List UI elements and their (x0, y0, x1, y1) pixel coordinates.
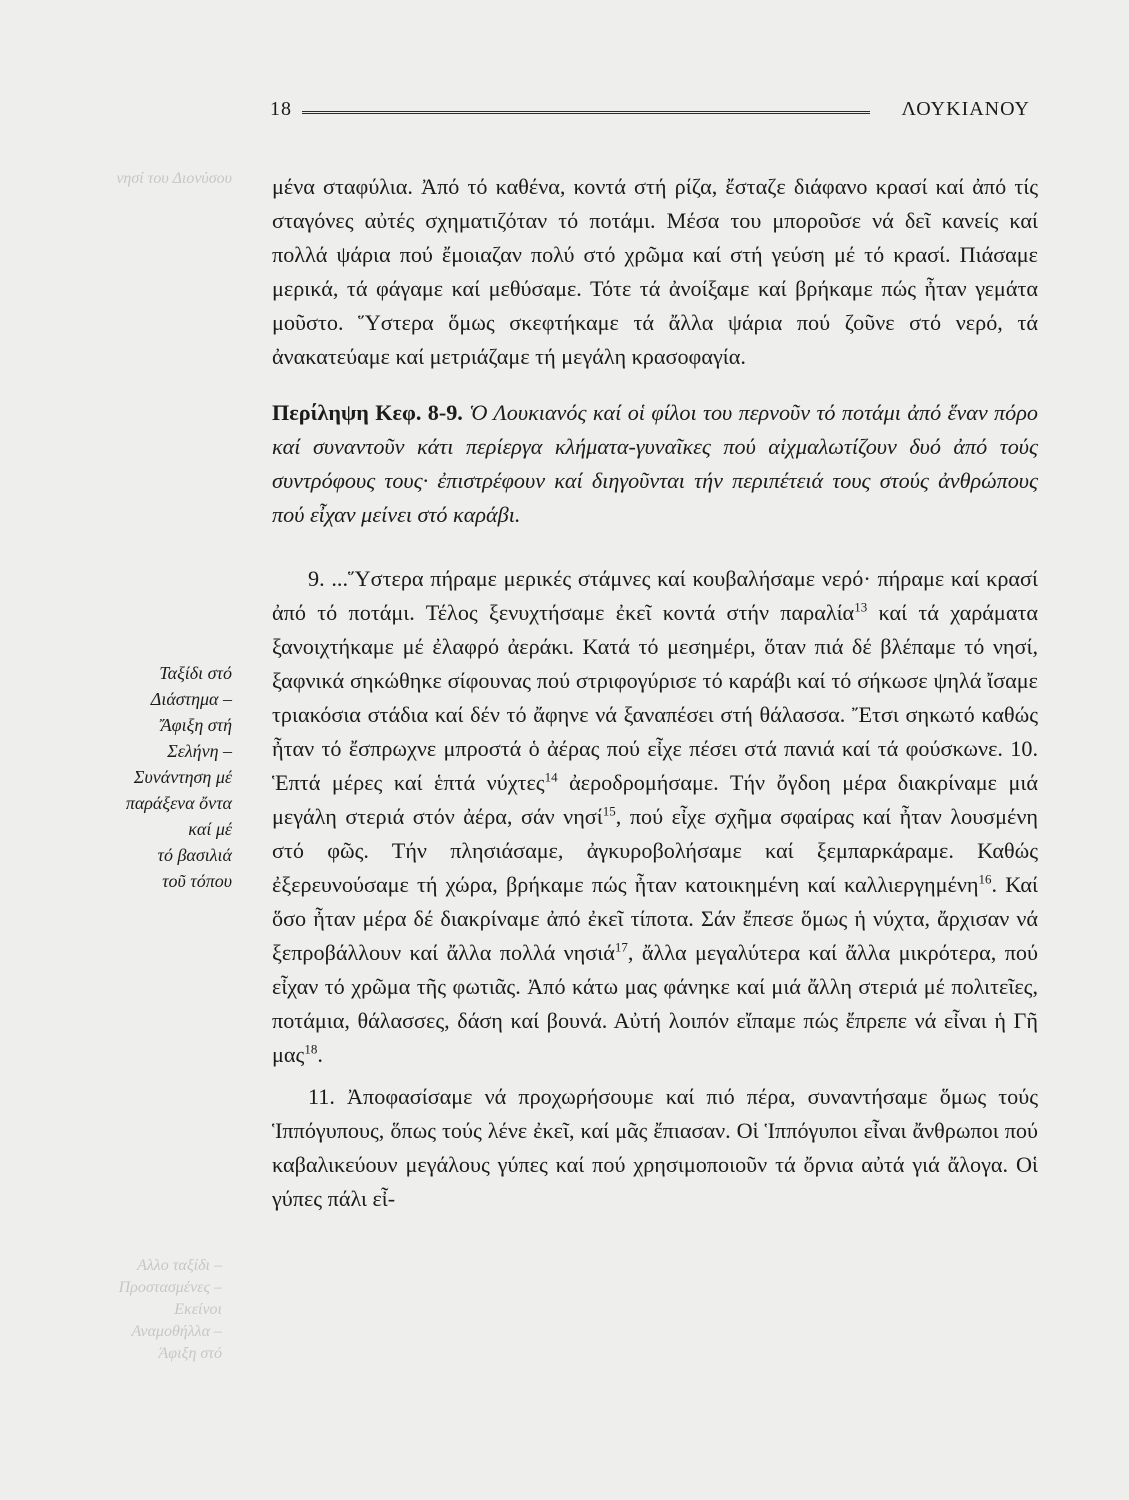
paragraph-9-text: . (317, 1042, 323, 1067)
margin-note-line: καί μέ (188, 819, 232, 839)
ghost-margin-note-top: νησί του Διονύσου (116, 170, 232, 187)
header-rule (302, 111, 870, 114)
footnote-16: 16 (978, 871, 992, 887)
paragraph-11: 11. Ἀποφασίσαμε νά προχωρήσουμε καί πιό πέρα, συναντήσαμε ὅμως τούς Ἱππόγυπους, ὅπως τούς λένε ἐκεῖ, καί μᾶς ἔπιασαν. Οἱ Ἱππόγυποι εἶναι ἄνθρωποι πού καβαλικεύουν μεγάλους γύπες καί πού χρησιμοποιοῦν τά ὄρνια αὐτά γιά ἄλογα. Οἱ γύπες πάλι εἶ- (272, 1084, 1038, 1211)
footnote-18: 18 (304, 1041, 318, 1057)
footnote-13: 13 (854, 599, 868, 615)
margin-note (92, 660, 232, 894)
margin-note-line: τοῦ τόπου (162, 871, 232, 891)
margin-note-line: Ἄφιξη στή (160, 715, 232, 735)
paragraph-9-text: . Καί ὅσο ἦταν μέρα δέ διακρίναμε ἀπό ἐκεῖ τίποτα. Σάν ἔπεσε ὅμως ἡ νύχτα, ἄρχισαν νά ξεπροβάλλουν καί ἄλλα πολλά νησιά (272, 872, 1038, 965)
margin-note-line: Ταξίδι στό (159, 663, 232, 683)
footnote-17: 17 (614, 939, 628, 955)
margin-note-line: τό βασιλιά (157, 845, 232, 865)
margin-note-line: Σελήνη – (167, 741, 232, 761)
intro-paragraph: μένα σταφύλια. Ἀπό τό καθένα, κοντά στή ρίζα, ἔσταζε διάφανο κρασί καί ἀπό τίς σταγόνες αὐτές σχηματιζόταν τό ποτάμι. Μέσα του μποροῦσε νά δεῖ κανείς καί πολλά ψάρια πού ἔμοιαζαν πολύ στό χρῶμα καί στή γεύση μέ τό κρασί. Πιάσαμε μερικά, τά φάγαμε καί μεθύσαμε. Τότε τά ἀνοίξαμε καί βρήκαμε πώς ἦταν γεμάτα μοῦστο. Ὕστερα ὅμως σκεφτήκαμε τά ἄλλα ψάρια πού ζοῦνε στό νερό, τά ἀνακατεύαμε καί μετριάζαμε τή μεγάλη κρασοφαγία. (272, 174, 1038, 369)
footnote-14: 14 (544, 769, 558, 785)
paragraph-9-text: , πού εἶχε σχῆμα σφαίρας καί ἦταν λουσμένη στό φῶς. Τήν πλησιάσαμε, ἀγκυροβολήσαμε καί ξεμπαρκάραμε. Καθώς ἐξερευνούσαμε τή χώρα, βρήκαμε πώς ἦταν κατοικημένη καί καλλιεργημένη (272, 804, 1038, 897)
margin-note-line: παράξενα ὄντα (125, 793, 232, 813)
chapter-summary (272, 396, 1038, 532)
margin-note-line: Διάστημα – (150, 689, 232, 709)
paragraph-9 (272, 562, 1038, 1072)
running-title: ΛΟΥΚΙΑΝΟΥ (901, 98, 1030, 120)
margin-note-line: Συνάντηση μέ (133, 767, 232, 787)
paragraph-9-text: , ἄλλα μεγαλύτερα καί ἄλλα μικρότερα, πού εἶχαν τό χρῶμα τῆς φωτιᾶς. Ἀπό κάτω μας φάνηκε καί μιά ἄλλη στεριά μέ πολιτεῖες, ποτάμια, θάλασσες, δάση καί βουνά. Αὐτή λοιπόν εἴπαμε πώς ἔπρεπε νά εἶναι ἡ Γῆ μας (272, 940, 1038, 1067)
paragraph-9-text: 9. ...Ὕστερα πήραμε μερικές στάμνες καί κουβαλήσαμε νερό· πήραμε καί κρασί ἀπό τό ποτάμι. Τέλος ξενυχτήσαμε ἐκεῖ κοντά στήν παραλία (272, 566, 1038, 625)
page-number: 18 (270, 98, 292, 120)
paragraph-9-text: καί τά χαράματα ξανοιχτήκαμε μέ ἐλαφρό ἀεράκι. Κατά τό μεσημέρι, ὅταν πιά δέ βλέπαμε τό νησί, ξαφνικά σηκώθηκε σίφουνας πού στριφογύρισε τό καράβι καί τό σήκωσε ψηλά ἴσαμε τριακόσια στάδια καί δέν τό ἄφηνε νά ξαναπέσει στή θάλασσα. Ἔτσι σηκωτό καθώς ἦταν τό ἔσπρωχνε μπροστά ὁ ἀέρας πού εἶχε πέσει στά πανιά καί τά φούσκωνε. 10. Ἑπτά μέρες καί ἑπτά νύχτες (272, 600, 1038, 795)
body-text (272, 170, 1038, 1216)
summary-label: Περίληψη Κεφ. 8-9. (272, 400, 463, 425)
paragraph-9-text: ἀεροδρομήσαμε. Τήν ὄγδοη μέρα διακρίναμε μιά μεγάλη στεριά στόν ἀέρα, σάν νησί (272, 770, 1038, 829)
page-header (270, 98, 1030, 128)
ghost-margin-note-bottom: Αλλο ταξίδι – Προστασμένες – Εκείνοι Αναμοθήλλα – Άφιξη στό (118, 1257, 222, 1362)
footnote-15: 15 (602, 803, 616, 819)
summary-body: Ὁ Λουκιανός καί οἱ φίλοι του περνοῦν τό ποτάμι ἀπό ἕναν πόρο καί συναντοῦν κάτι περίεργα κλήματα-γυναῖκες πού αἰχμαλωτίζουν δυό ἀπό τούς συντρόφους τους· ἐπιστρέφουν καί διηγοῦνται τήν περιπέτειά τους στούς ἀνθρώπους πού εἶχαν μείνει στό καράβι. (272, 400, 1038, 527)
